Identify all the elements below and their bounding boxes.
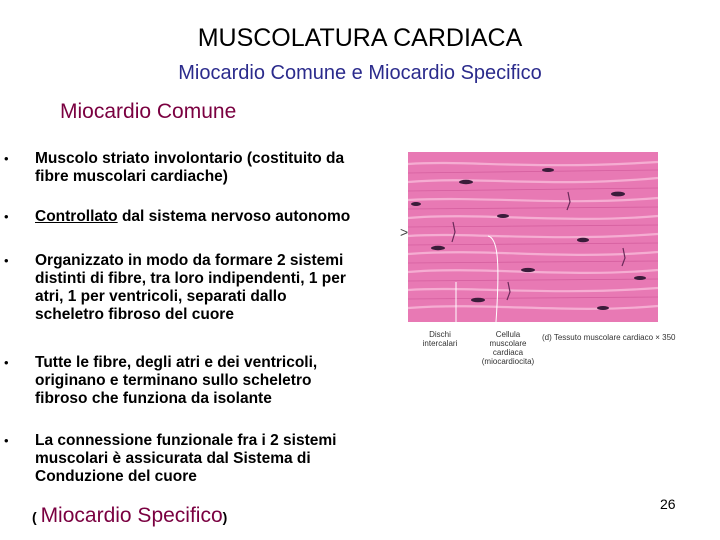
pointer-arrow-icon: >: [400, 224, 409, 240]
caption-muscle-cell: Cellula muscolare cardiaca (miocardiocita): [481, 330, 535, 366]
bullet-text: dal sistema nervoso autonomo: [117, 208, 351, 225]
caption-magnification: × 350: [655, 333, 676, 342]
bullet-underlined-text: Controllato: [35, 208, 118, 225]
bullet-text: Tutte le fibre, degli atri e dei ventricoli, originano e terminano sullo scheletro fibroso che funziona da isolante: [35, 354, 318, 407]
bullet-dot: •: [4, 355, 9, 370]
bullet-item: [4, 208, 358, 244]
bullet-item: [4, 252, 358, 360]
bullet-text: Muscolo striato involontario (costituito da fibre muscolari cardiache): [35, 150, 345, 185]
page-number: 26: [660, 496, 676, 512]
bullet-item: [4, 432, 358, 486]
caption-tissue-text: (d) Tessuto muscolare cardiaco: [542, 333, 654, 342]
bullet-dot: •: [4, 151, 9, 166]
footer-close-paren: ): [222, 509, 228, 525]
bullet-dot: •: [4, 253, 9, 268]
slide-subtitle: Miocardio Comune e Miocardio Specifico: [178, 62, 542, 84]
bullet-text: La connessione funzionale fra i 2 sistemi muscolari è assicurata dal Sistema di Conduzione del cuore: [35, 432, 337, 485]
bullet-item: [4, 354, 358, 426]
caption-tissue: [542, 333, 692, 342]
footer-note: [32, 504, 227, 528]
bullet-dot: •: [4, 433, 9, 448]
bullet-list: [4, 150, 358, 486]
bullet-dot: •: [4, 209, 9, 224]
bullet-text: Organizzato in modo da formare 2 sistemi distinti di fibre, tra loro indipendenti, 1 per atri, 1 per ventricoli, separati dallo scheletro fibroso del cuore: [35, 252, 346, 323]
section-heading: Miocardio Comune: [60, 100, 237, 123]
cardiac-muscle-micrograph: [408, 152, 658, 322]
slide-title: MUSCOLATURA CARDIACA: [197, 24, 523, 52]
footer-open-paren: (: [32, 509, 41, 525]
footer-label: Miocardio Specifico: [40, 504, 223, 527]
caption-intercalated-discs: Dischi intercalari: [422, 330, 458, 348]
